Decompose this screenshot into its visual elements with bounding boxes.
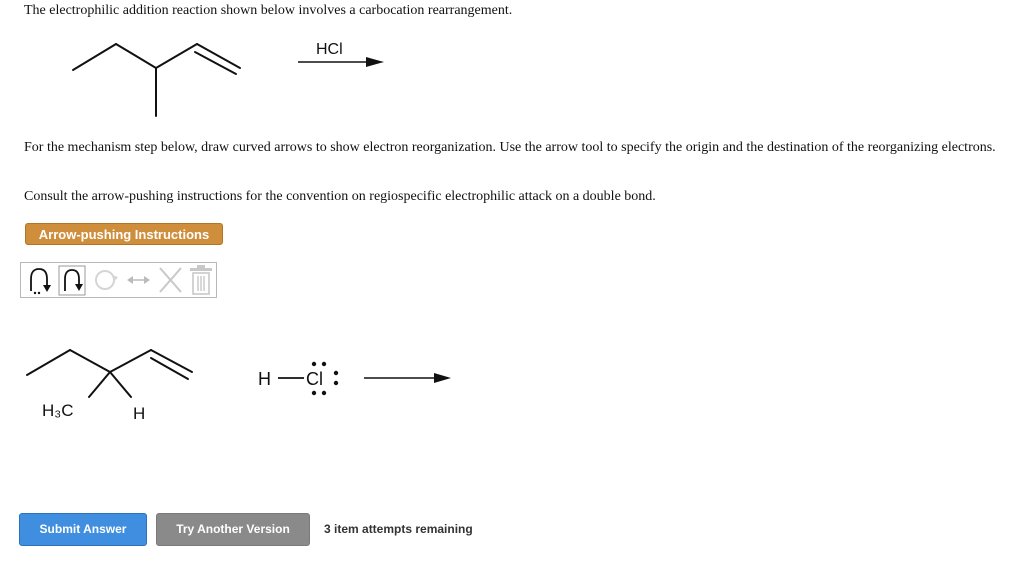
curved-arrow-pair-tool[interactable] [25, 263, 55, 297]
try-another-version-button[interactable]: Try Another Version [156, 513, 310, 546]
attempts-remaining-text: 3 item attempts remaining [324, 522, 473, 536]
rotate-icon [89, 263, 121, 297]
curved-arrow-single-tool[interactable] [57, 263, 87, 297]
curved-arrow-icon [25, 263, 55, 297]
mechanism-alkene [27, 350, 192, 397]
reaction-arrow [298, 57, 384, 67]
hcl-chlorine: Cl [306, 369, 323, 389]
reactant-skeletal-structure [73, 44, 240, 116]
hydrogen-label: H [133, 404, 146, 423]
instruction-text: For the mechanism step below, draw curved arrows to show electron reorganization. Use the arrow tool to specify the origin and the destination of the reorganizing electrons. [24, 140, 996, 155]
hcl-hydrogen: H [258, 369, 271, 389]
arrow-pushing-instructions-button[interactable]: Arrow-pushing Instructions [25, 223, 223, 245]
arrow-toolbar [20, 262, 217, 298]
mechanism-arrow [364, 373, 451, 383]
resonance-arrow-icon [123, 263, 153, 297]
close-icon [155, 263, 185, 297]
curved-arrow-single-icon [57, 263, 87, 297]
resonance-arrow-tool[interactable] [123, 263, 153, 297]
trash-icon [187, 263, 215, 297]
delete-tool[interactable] [155, 263, 185, 297]
consult-text: Consult the arrow-pushing instructions for the convention on regiospecific electrophilic attack on a double bond. [24, 189, 656, 204]
rotate-tool[interactable] [89, 263, 121, 297]
clear-tool[interactable] [187, 263, 215, 297]
question-intro: The electrophilic addition reaction shown below involves a carbocation rearrangement. [24, 3, 513, 18]
reagent-label: HCl [316, 41, 343, 58]
submit-answer-button[interactable]: Submit Answer [19, 513, 147, 546]
methyl-label: H₃C [42, 401, 74, 420]
